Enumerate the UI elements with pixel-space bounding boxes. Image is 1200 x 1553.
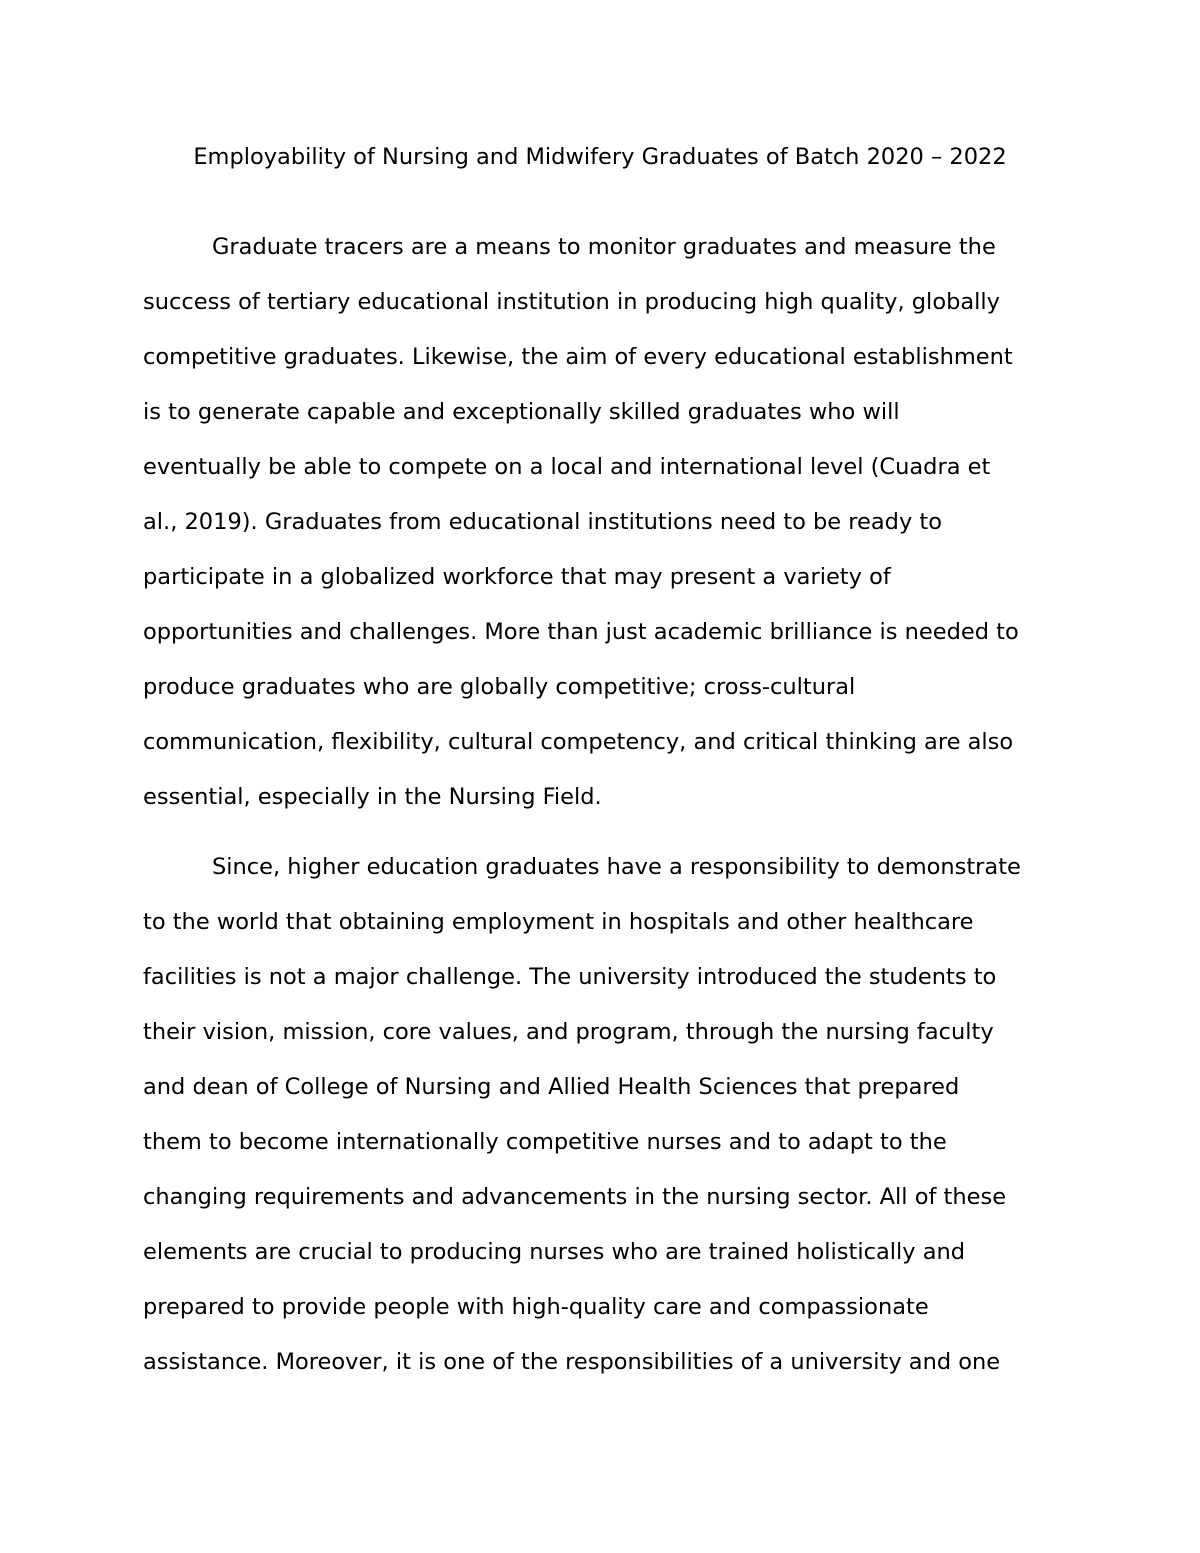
paragraph-line: al., 2019). Graduates from educational institutions need to be ready to	[143, 509, 943, 535]
paragraph-line: competitive graduates. Likewise, the aim of every educational establishment	[143, 344, 1013, 370]
paragraph-line: prepared to provide people with high-quality care and compassionate	[143, 1294, 929, 1320]
paragraph-line: Since, higher education graduates have a responsibility to demonstrate	[212, 854, 1021, 880]
paragraph-line: facilities is not a major challenge. The university introduced the students to	[143, 964, 997, 990]
paragraph-line: is to generate capable and exceptionally skilled graduates who will	[143, 399, 900, 425]
paragraph-line: and dean of College of Nursing and Allied Health Sciences that prepared	[143, 1074, 960, 1100]
paragraph-line: elements are crucial to producing nurses who are trained holistically and	[143, 1239, 966, 1265]
document-title: Employability of Nursing and Midwifery Graduates of Batch 2020 – 2022	[193, 144, 1007, 170]
paragraph-line: communication, flexibility, cultural competency, and critical thinking are also	[143, 729, 1014, 755]
paragraph-line: Graduate tracers are a means to monitor graduates and measure the	[212, 234, 996, 260]
paragraph-line: opportunities and challenges. More than just academic brilliance is needed to	[143, 619, 1019, 645]
paragraph-line: their vision, mission, core values, and program, through the nursing faculty	[143, 1019, 994, 1045]
paragraph-line: them to become internationally competitive nurses and to adapt to the	[143, 1129, 947, 1155]
paragraph-line: eventually be able to compete on a local and international level (Cuadra et	[143, 454, 991, 480]
paragraph-line: to the world that obtaining employment in hospitals and other healthcare	[143, 909, 974, 935]
paragraph-line: changing requirements and advancements in the nursing sector. All of these	[143, 1184, 1007, 1210]
paragraph-line: participate in a globalized workforce that may present a variety of	[143, 564, 891, 590]
paragraph-line: essential, especially in the Nursing Field.	[143, 784, 602, 810]
paragraph-line: assistance. Moreover, it is one of the responsibilities of a university and one	[143, 1349, 1001, 1375]
paragraph-line: produce graduates who are globally competitive; cross-cultural	[143, 674, 856, 700]
paragraph-line: success of tertiary educational institution in producing high quality, globally	[143, 289, 1000, 315]
